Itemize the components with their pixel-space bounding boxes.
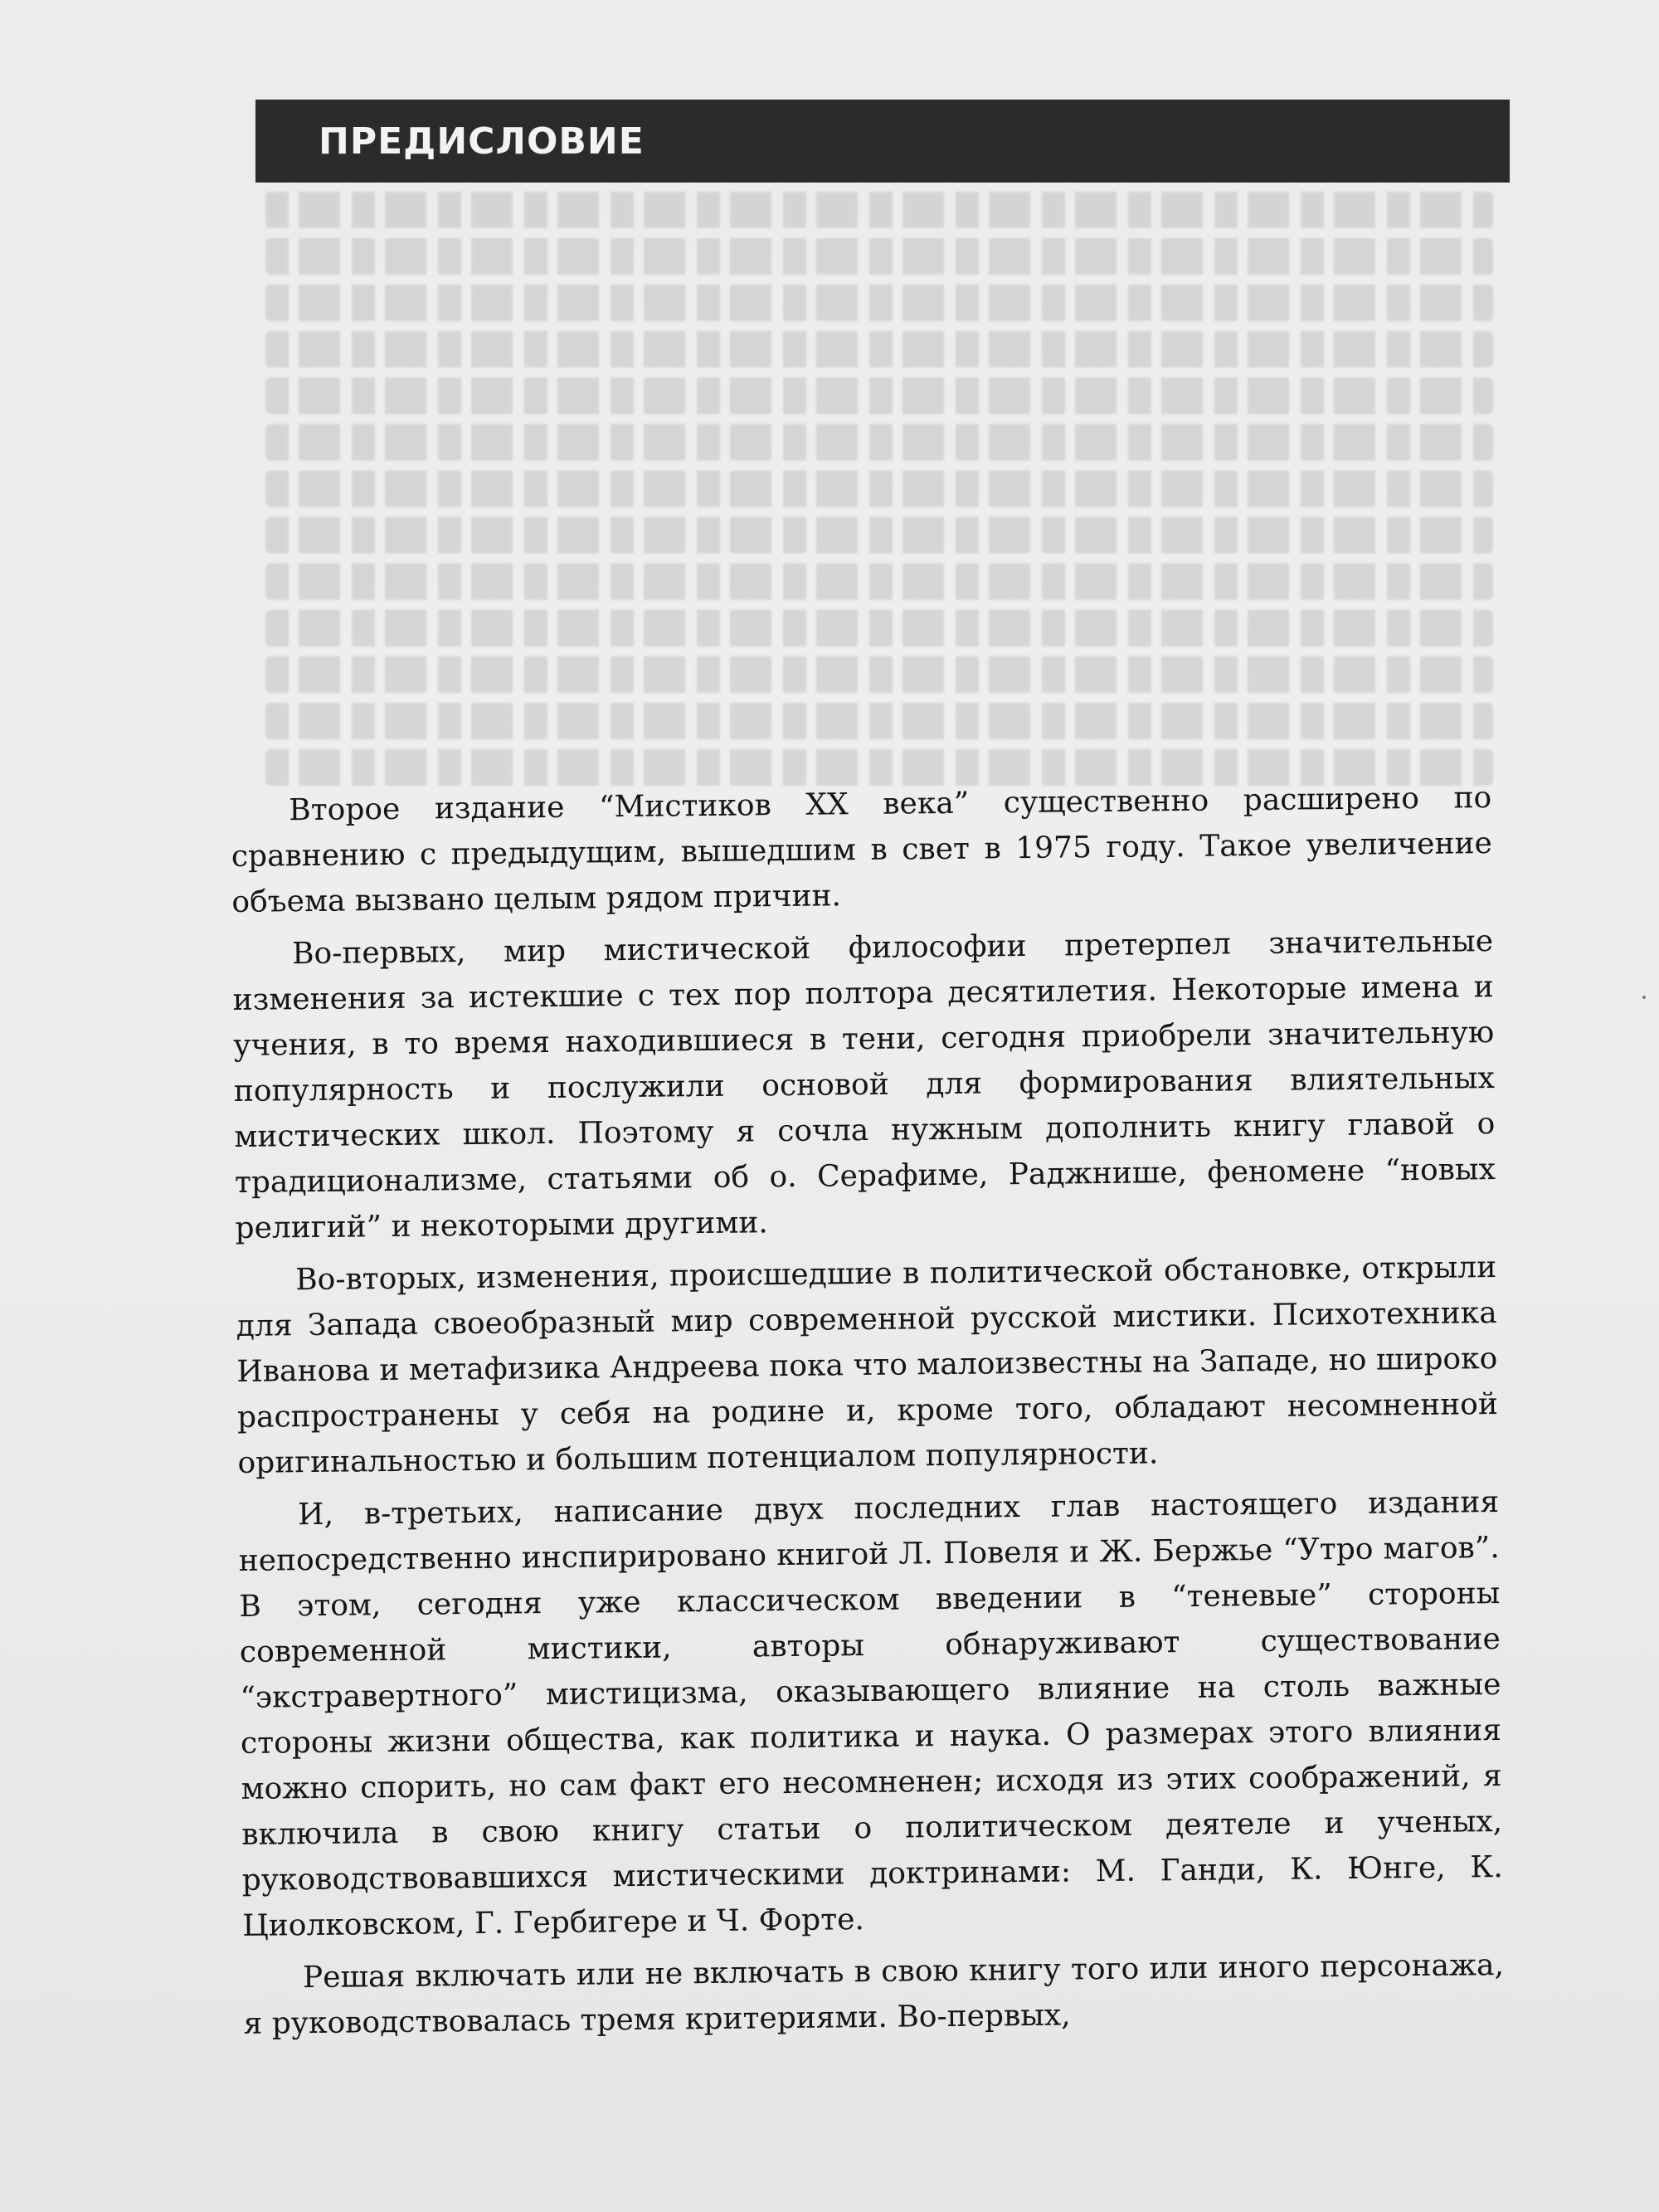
section-header-bar xyxy=(255,100,1510,183)
show-through-text xyxy=(265,145,1493,817)
body-text xyxy=(231,775,1505,2054)
paragraph-1: Второе издание “Мистиков XX века” существенно расширено по сравнению с предыдущим, вышедшим в свет в 1975 году. Такое увеличение объема вызвано целым рядом причин. xyxy=(231,781,1492,919)
paragraph-3: Во-вторых, изменения, происшедшие в политической обстановке, открыли для Запада своеобразный мир современной русской мистики. Психотехника Иванова и метафизика Андреева пока что малоизвестны на Западе, но широко распространены у себя на родине и, кроме того, обладают несомненной оригинальностью и большим потенциалом популярности. xyxy=(236,1250,1499,1480)
paragraph-4: И, в-третьих, написание двух последних глав настоящего издания непосредственно инспирировано книгой Л. Повеля и Ж. Бержье “Утро магов”. В этом, сегодня уже классическом введении в “теневые” стороны современной мистики, авторы обнаруживают существование “экстравертного” мистицизма, оказывающего влияние на столь важные стороны жизни общества, как политика и наука. О размерах этого влияния можно спорить, но сам факт его несомненен; исходя из этих соображений, я включила в свою книгу статьи о политическом деятеле и ученых, руководствовавшихся мистическими доктринами: М. Ганди, К. Юнге, К. Циолковском, Г. Гербигере и Ч. Форте. xyxy=(238,1485,1503,1943)
paragraph-5: Решая включать или не включать в свою книгу того или иного персонажа, я руководствовалась тремя критериями. Во-первых, xyxy=(243,1948,1505,2041)
page-speck xyxy=(1642,996,1646,999)
paragraph-2: Во-первых, мир мистической философии претерпел значительные изменения за истекшие с тех пор полтора десятилетия. Некоторые имена и учения, в то время находившиеся в тени, сегодня приобрели значительную популярность и послужили основой для формирования влиятельных мистических школ. Поэтому я сочла нужным дополнить книгу главой о традиционализме, статьями об о. Серафиме, Раджнише, феномене “новых религий” и некоторыми другими. xyxy=(232,924,1496,1245)
section-title: ПРЕДИСЛОВИЕ xyxy=(319,119,645,163)
